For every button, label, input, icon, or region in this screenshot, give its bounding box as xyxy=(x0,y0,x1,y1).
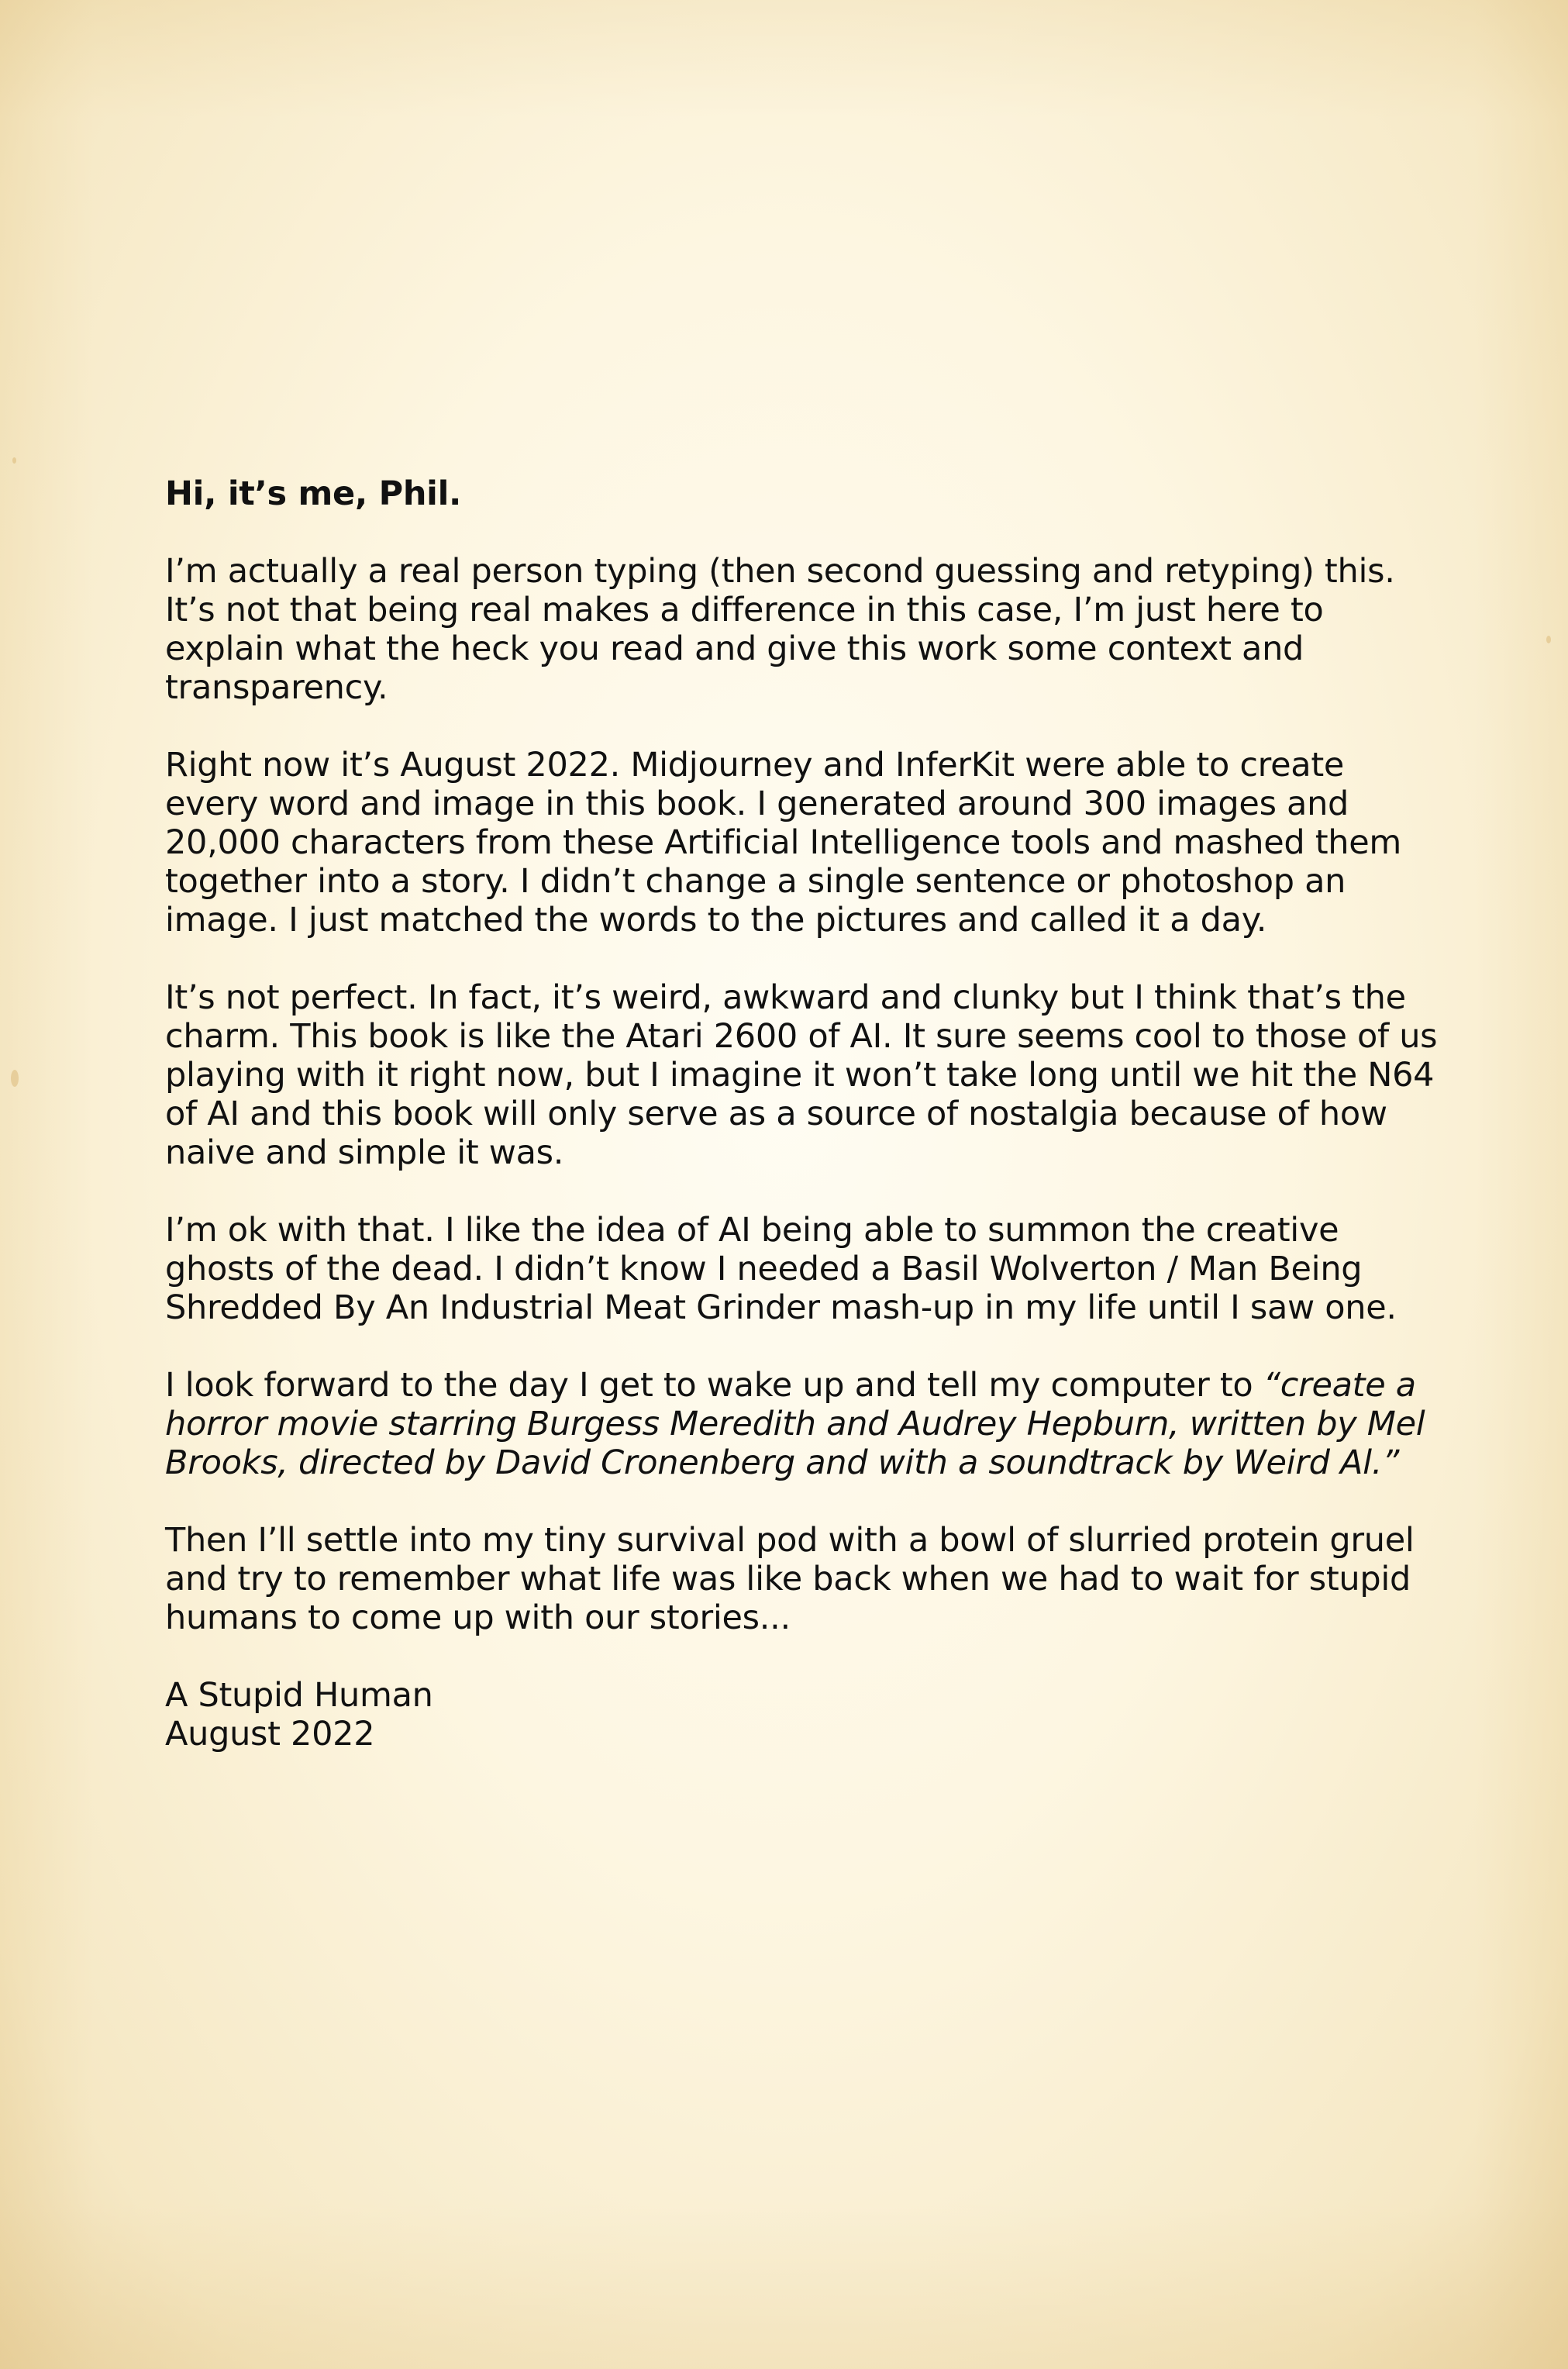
letter-paragraph-6: Then I’ll settle into my tiny survival pod with a bowl of slurried protein gruel and try to remember what life was like back when we had to wait for stupid humans to come up with our stories... xyxy=(165,1521,1415,1637)
letter-signature xyxy=(165,1676,1444,1753)
letter-paragraph-2: Right now it’s August 2022. Midjourney and InferKit were able to create every word and image in this book. I generated around 300 images and 20,000 characters from these Artificial Intelligence tools and mashed them together into a story. I didn’t change a single sentence or photoshop an image. I just matched the words to the pictures and called it a day. xyxy=(165,746,1401,940)
paper-stain xyxy=(1546,636,1551,643)
letter-greeting: Hi, it’s me, Phil. xyxy=(165,474,462,513)
paper-stain xyxy=(12,457,16,464)
letter-paragraph-4: I’m ok with that. I like the idea of AI being able to summon the creative ghosts of the dead. I didn’t know I needed a Basil Wolverton / Man Being Shredded By An Industrial Meat Grinder mash-up in my life until I saw one. xyxy=(165,1211,1397,1327)
letter-paragraph-3: It’s not perfect. In fact, it’s weird, awkward and clunky but I think that’s the charm. This book is like the Atari 2600 of AI. It sure seems cool to those of us playing with it right now, but I imagine it won’t take long until we hit the N64 of AI and this book will only serve as a source of nostalgia because of how naive and simple it was. xyxy=(165,978,1438,1172)
letter-paragraph-1: I’m actually a real person typing (then second guessing and retyping) this. It’s not that being real makes a difference in this case, I’m just here to explain what the heck you read and give this work some context and transparency. xyxy=(165,552,1395,707)
letter-body xyxy=(165,474,1444,1753)
signature-date: August 2022 xyxy=(165,1715,375,1753)
paper-stain xyxy=(11,1070,19,1087)
paragraph-5-lead: I look forward to the day I get to wake up and tell my computer to xyxy=(165,1366,1253,1405)
letter-paragraph-5 xyxy=(165,1366,1444,1482)
signature-name: A Stupid Human xyxy=(165,1676,433,1715)
paragraph-5-quote: “create a horror movie starring Burgess Meredith and Audrey Hepburn, written by Mel Brooks, directed by David Cronenberg and with a soundtrack by Weird Al.” xyxy=(165,1366,1425,1482)
